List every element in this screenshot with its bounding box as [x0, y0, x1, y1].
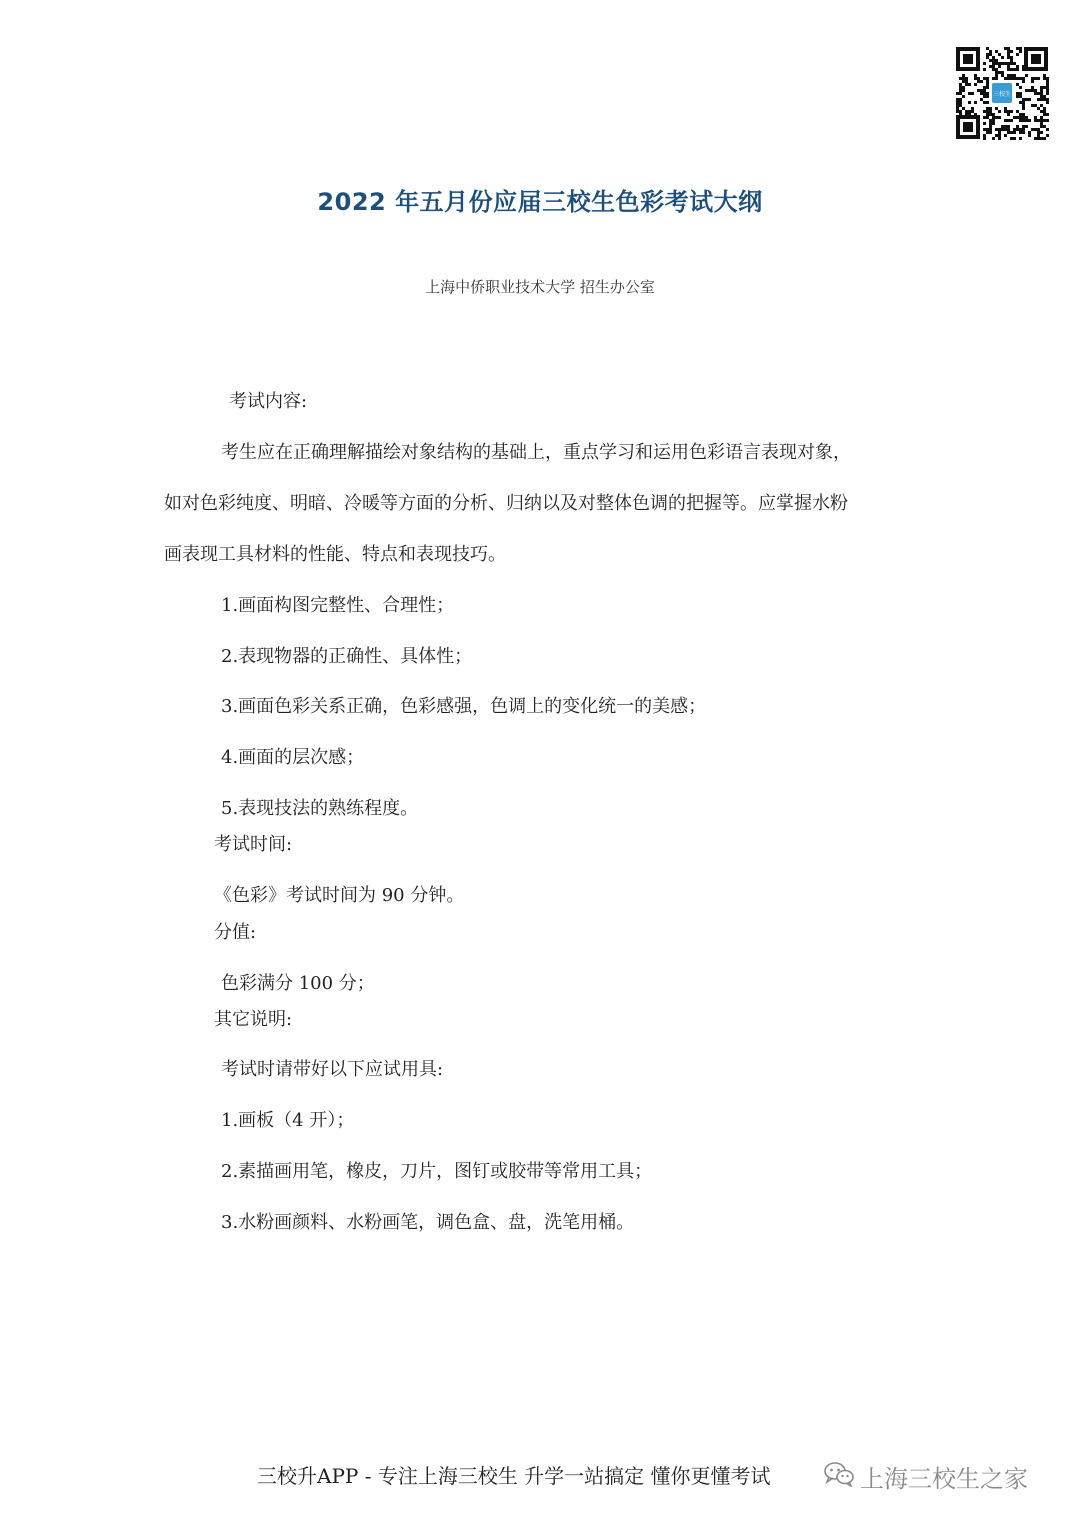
criteria-item: 1.画面构图完整性、合理性； — [221, 595, 455, 616]
score-heading: 分值: — [214, 922, 257, 943]
watermark — [820, 1460, 1028, 1492]
qr-badge-text: 三校生 — [992, 91, 1012, 98]
exam-time-text: 《色彩》考试时间为 90 分钟。 — [214, 885, 465, 906]
criteria-item: 2.表现物器的正确性、具体性； — [221, 646, 473, 667]
exam-content-heading: 考试内容: — [229, 391, 308, 412]
other-heading: 其它说明: — [214, 1009, 293, 1030]
document-title: 2022 年五月份应届三校生色彩考试大纲 — [317, 188, 763, 216]
criteria-item: 4.画面的层次感； — [221, 747, 365, 768]
tool-item: 2.素描画用笔，橡皮，刀片，图钉或胶带等常用工具； — [221, 1161, 653, 1182]
wechat-icon — [824, 1461, 854, 1491]
qr-code — [954, 45, 1050, 141]
qr-code-icon — [954, 45, 1050, 141]
criteria-item: 5.表现技法的熟练程度。 — [221, 798, 419, 819]
footer-slogan: 三校升APP - 专注上海三校生 升学一站搞定 懂你更懂考试 — [257, 1464, 771, 1488]
paragraph-line: 如对色彩纯度、明暗、冷暖等方面的分析、归纳以及对整体色调的把握等。应掌握水粉 — [164, 493, 848, 514]
tool-item: 1.画板（4 开）； — [221, 1110, 355, 1131]
tool-item: 3.水粉画颜料、水粉画笔，调色盒、盘，洗笔用桶。 — [221, 1212, 635, 1233]
document-issuer: 上海中侨职业技术大学 招生办公室 — [425, 278, 655, 296]
paragraph-line: 画表现工具材料的性能、特点和表现技巧。 — [164, 544, 506, 565]
other-intro: 考试时请带好以下应试用具: — [221, 1059, 444, 1080]
paragraph-line: 考生应在正确理解描绘对象结构的基础上，重点学习和运用色彩语言表现对象， — [221, 442, 851, 463]
exam-time-heading: 考试时间: — [214, 834, 293, 855]
criteria-item: 3.画面色彩关系正确，色彩感强，色调上的变化统一的美感； — [221, 696, 707, 717]
score-text: 色彩满分 100 分； — [221, 973, 375, 994]
watermark-text: 上海三校生之家 — [860, 1464, 1028, 1493]
